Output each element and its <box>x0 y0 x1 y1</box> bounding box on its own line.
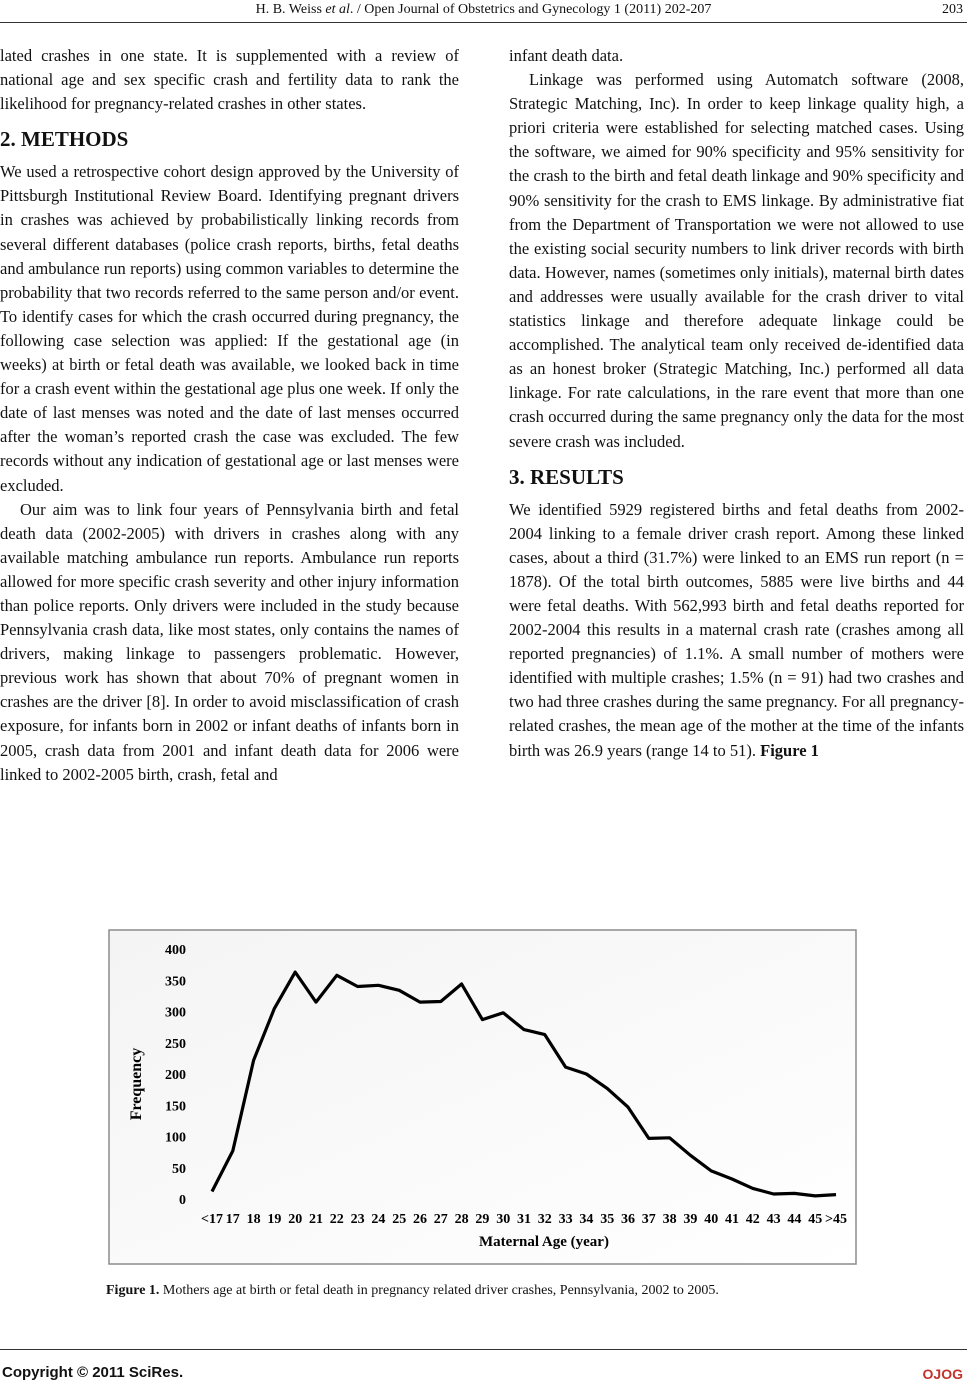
header-journal-citation: . / Open Journal of Obstetrics and Gynecology 1 (2011) 202-207 <box>349 2 712 17</box>
header-rule <box>0 22 967 23</box>
x-tick-label: 35 <box>600 1212 615 1227</box>
x-tick-label: 36 <box>621 1212 635 1227</box>
x-tick-label: 21 <box>309 1212 323 1227</box>
left-column <box>0 44 459 787</box>
x-tick-label: 30 <box>496 1212 511 1227</box>
paragraph-linkage: Linkage was performed using Automatch software (2008, Strategic Matching, Inc). In order to keep linkage quality high, a priori criteria were established for selecting matched cases. Using the software, we aimed for 90% specificity and 95% sensitivity for the crash to the birth and fetal death linkage and 90% specificity and 90% sensitivity for the crash to EMS linkage. By administrative fiat from the Department of Transportation we were not allowed to use the existing social security numbers to link driver records with birth data. However, names (sometimes only initials), maternal birth dates and addresses were usually available for the crash driver to vital statistics linkage and therefore adequate linkage could be accomplished. The analytical team only received de-identified data as an honest broker (Strategic Matching, Inc.) performed all data linkage. For rate calculations, in the rare event that more than one crash occurred during the same pregnancy only the data for the most severe crash was included. <box>509 70 964 451</box>
x-tick-label: 24 <box>371 1212 386 1227</box>
y-tick-label: 200 <box>165 1068 186 1083</box>
x-tick-label: 17 <box>225 1212 240 1227</box>
paragraph-intro-end: lated crashes in one state. It is supplemented with a review of national age and sex specific crash and fertility data to rank the likelihood for pregnancy-related crashes in other states. <box>0 46 459 114</box>
running-title <box>0 2 967 18</box>
x-tick-label: 25 <box>392 1212 407 1227</box>
x-tick-label: 18 <box>246 1212 261 1227</box>
y-axis-label: Frequency <box>128 1047 145 1121</box>
x-tick-label: 32 <box>537 1212 552 1227</box>
caption-label: Figure 1. <box>106 1283 160 1298</box>
x-tick-label: 28 <box>454 1212 469 1227</box>
paragraph-methods-1: We used a retrospective cohort design approved by the University of Pittsburgh Institutional Review Board. Identifying pregnant drivers in crashes was achieved by probabilistically linking records from several different databases (police crash reports, births, fetal deaths and ambulance run reports) using common variables to determine the probability that two records referred to the same person and/or event. To identify cases for which the crash occurred during pregnancy, the following case selection was applied: If the gestational age (in weeks) at birth or fetal death was available, we looked back in time for a crash event within the gestational age plus one week. If only the date of last menses was noted and the date of last menses occurred after the woman’s reported crash the case was excluded. The few records without any indication of gestational age or last menses were excluded. <box>0 162 459 495</box>
x-tick-label: 37 <box>641 1212 656 1227</box>
page-footer <box>0 1349 967 1386</box>
x-tick-label: <17 <box>201 1212 223 1227</box>
x-tick-label: 26 <box>413 1212 427 1227</box>
y-tick-label: 350 <box>165 974 186 990</box>
x-tick-label: 34 <box>579 1212 594 1227</box>
x-tick-label: 20 <box>288 1212 303 1227</box>
figure-caption <box>106 1281 866 1300</box>
right-column <box>509 44 964 763</box>
y-tick-label: 300 <box>165 1005 186 1021</box>
results-text: We identified 5929 registered births and fetal deaths from 2002-2004 linking to a female driver crash report. Among these linked cases, about a third (31.7%) were linked to an EMS run report (n = 1878). Of the total birth outcomes, 5885 were live births and 44 were fetal deaths. With 562,993 birth and fetal deaths reported for 2002-2004 this results in a maternal crash rate (crashes among all reported pregnancies) of 1.1%. A small number of mothers were identified with multiple crashes; 1.5% (n = 91) had two crashes and two had three crashes during the same pregnancy. For all pregnancy-related crashes, the mean age of the mother at the time of the infants birth was 26.9 years (range 14 to 51). <box>509 499 964 760</box>
x-tick-label: >45 <box>825 1212 847 1227</box>
figure-reference: Figure 1 <box>760 740 819 760</box>
x-tick-label: 45 <box>808 1212 823 1227</box>
x-tick-label: 39 <box>683 1212 698 1227</box>
y-tick-label: 100 <box>165 1130 186 1146</box>
line-chart <box>108 929 858 1266</box>
x-tick-label: 29 <box>475 1212 490 1227</box>
x-axis-label: Maternal Age (year) <box>479 1234 609 1250</box>
header-etal: et al <box>325 2 350 17</box>
x-tick-label: 41 <box>725 1212 739 1227</box>
x-tick-label: 31 <box>517 1212 531 1227</box>
x-tick-label: 33 <box>558 1212 573 1227</box>
page-number: 203 <box>942 2 963 17</box>
figure-1 <box>108 929 858 1266</box>
x-tick-label: 43 <box>766 1212 781 1227</box>
paragraph-methods-2: Our aim was to link four years of Pennsylvania birth and fetal death data (2002-2005) with drivers in crashes along with any available matching ambulance run reports. Ambulance run reports allowed for more specific crash severity and other injury information than police reports. Only drivers were included in the study because Pennsylvania crash data, like most states, only contains the names of drivers, making linkage to passengers problematic. However, previous work has shown that about 70% of pregnant women in crashes are the driver [8]. In order to avoid misclassification of crash exposure, for infants born in 2002 or infant deaths of infants born in 2005, crash data from 2001 and infant death data for 2006 were linked to 2002-2005 birth, crash, fetal and <box>0 499 459 784</box>
x-tick-label: 22 <box>329 1212 344 1227</box>
x-tick-label: 42 <box>745 1212 760 1227</box>
journal-abbreviation: OJOG <box>922 1366 963 1382</box>
section-heading-methods: 2. METHODS <box>0 127 129 152</box>
y-tick-label: 0 <box>179 1193 186 1208</box>
x-tick-label: 23 <box>350 1212 365 1227</box>
y-tick-label: 50 <box>172 1161 186 1177</box>
section-heading-results: 3. RESULTS <box>509 464 624 489</box>
paragraph-results-1 <box>509 498 964 763</box>
x-tick-label: 40 <box>704 1212 719 1227</box>
x-tick-label: 27 <box>433 1212 448 1227</box>
running-header <box>0 0 967 24</box>
caption-text: Mothers age at birth or fetal death in pregnancy related driver crashes, Pennsylvania, 2002 to 2005. <box>159 1283 719 1298</box>
copyright-notice: Copyright © 2011 SciRes. <box>2 1364 184 1381</box>
x-tick-label: 19 <box>267 1212 282 1227</box>
header-authors: H. B. Weiss <box>255 2 326 17</box>
x-tick-label: 38 <box>662 1212 677 1227</box>
x-tick-label: 44 <box>787 1212 802 1227</box>
footer-rule <box>0 1349 967 1350</box>
y-tick-label: 400 <box>165 943 186 958</box>
y-tick-label: 150 <box>165 1099 186 1115</box>
paragraph-methods-3: infant death data. <box>509 46 624 65</box>
y-tick-label: 250 <box>165 1036 186 1052</box>
